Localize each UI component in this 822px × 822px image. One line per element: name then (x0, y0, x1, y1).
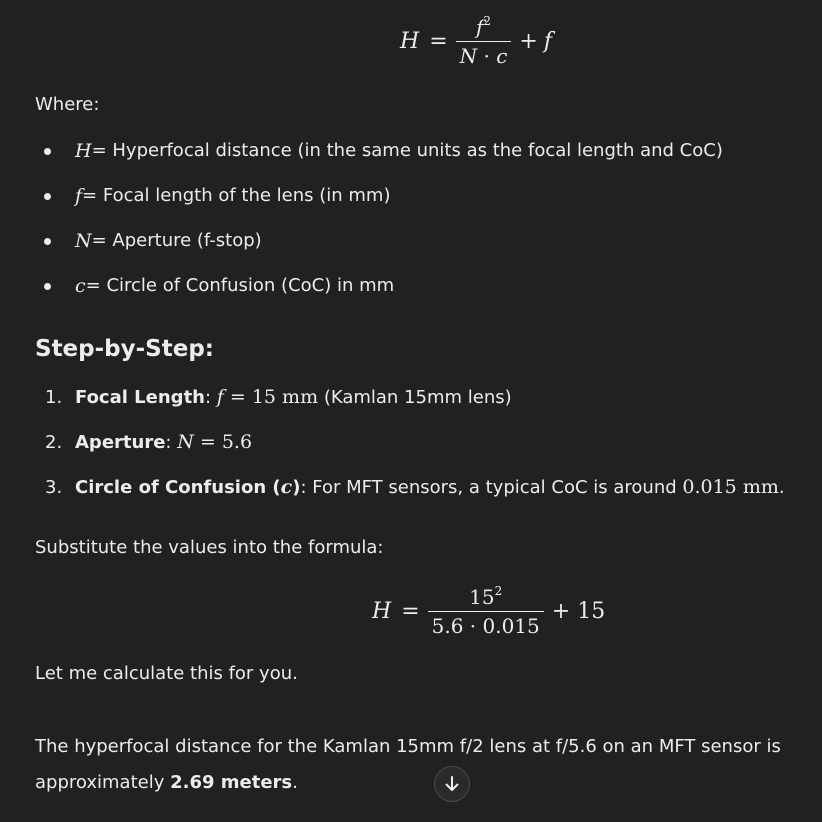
result-value: 2.69 meters (170, 772, 293, 793)
where-label: Where: (35, 94, 100, 115)
formula-numerator: $15^2$ (469, 584, 503, 609)
formula-tail: f (543, 28, 552, 54)
step-label: Focal Length (75, 387, 205, 408)
bullet-dot (44, 283, 51, 290)
step-item: 2. Aperture: N = 5.6 (45, 431, 253, 453)
definition-item (44, 184, 390, 208)
definition-item (44, 274, 394, 298)
step-label: Circle of Confusion (c) (75, 476, 301, 498)
formula-fraction (428, 584, 544, 638)
formula-lhs: H (400, 28, 420, 54)
formula-plus: + (519, 28, 538, 54)
formula-equals: = (401, 598, 420, 624)
formula-tail: + 15 (551, 598, 606, 624)
step-number: 3. (45, 477, 63, 498)
definition-text: = Hyperfocal distance (in the same units as the focal length and CoC) (91, 140, 723, 161)
step-text: For MFT sensors, a typical CoC is around (312, 477, 683, 498)
step-number: 2. (45, 432, 63, 453)
calculate-text: Let me calculate this for you. (35, 663, 298, 684)
step-text: (Kamlan 15mm lens) (318, 387, 512, 408)
scroll-to-bottom-button[interactable] (434, 766, 470, 802)
definition-item (44, 139, 723, 163)
formula-numerator: $f^2$ (475, 14, 492, 39)
definition-symbol: c (75, 275, 86, 297)
definition-item (44, 229, 262, 253)
step-item: 1. Focal Length: f = 15 mm (Kamlan 15mm lens) (45, 386, 512, 408)
definition-text: = Focal length of the lens (in mm) (82, 185, 391, 206)
substitute-text: Substitute the values into the formula: (35, 537, 384, 558)
step-number: 1. (45, 387, 63, 408)
result-line-1: The hyperfocal distance for the Kamlan 15mm f/2 lens at f/5.6 on an MFT sensor is (35, 736, 781, 757)
steps-heading: Step-by-Step: (35, 336, 214, 362)
definition-symbol: H (75, 140, 92, 162)
definition-symbol: f (75, 185, 83, 207)
formula-denominator: 5.6 · 0.015 (431, 614, 540, 638)
arrow-down-icon (443, 775, 461, 793)
bullet-dot (44, 148, 51, 155)
formula-equals: = (429, 28, 448, 54)
result-line-2: approximately 2.69 meters. (35, 772, 298, 793)
step-label: Aperture (75, 432, 166, 453)
hyperfocal-formula (400, 14, 552, 68)
step-item: 3. Circle of Confusion (c): For MFT sensors, a typical CoC is around 0.015 mm. (45, 476, 785, 498)
definition-symbol: N (75, 230, 92, 252)
formula-denominator: N · c (459, 44, 508, 68)
definition-text: = Aperture (f-stop) (91, 230, 262, 251)
formula-lhs: H (372, 598, 392, 624)
substituted-formula (372, 584, 605, 638)
definition-text: = Circle of Confusion (CoC) in mm (85, 275, 395, 296)
formula-fraction (456, 14, 512, 68)
bullet-dot (44, 193, 51, 200)
bullet-dot (44, 238, 51, 245)
